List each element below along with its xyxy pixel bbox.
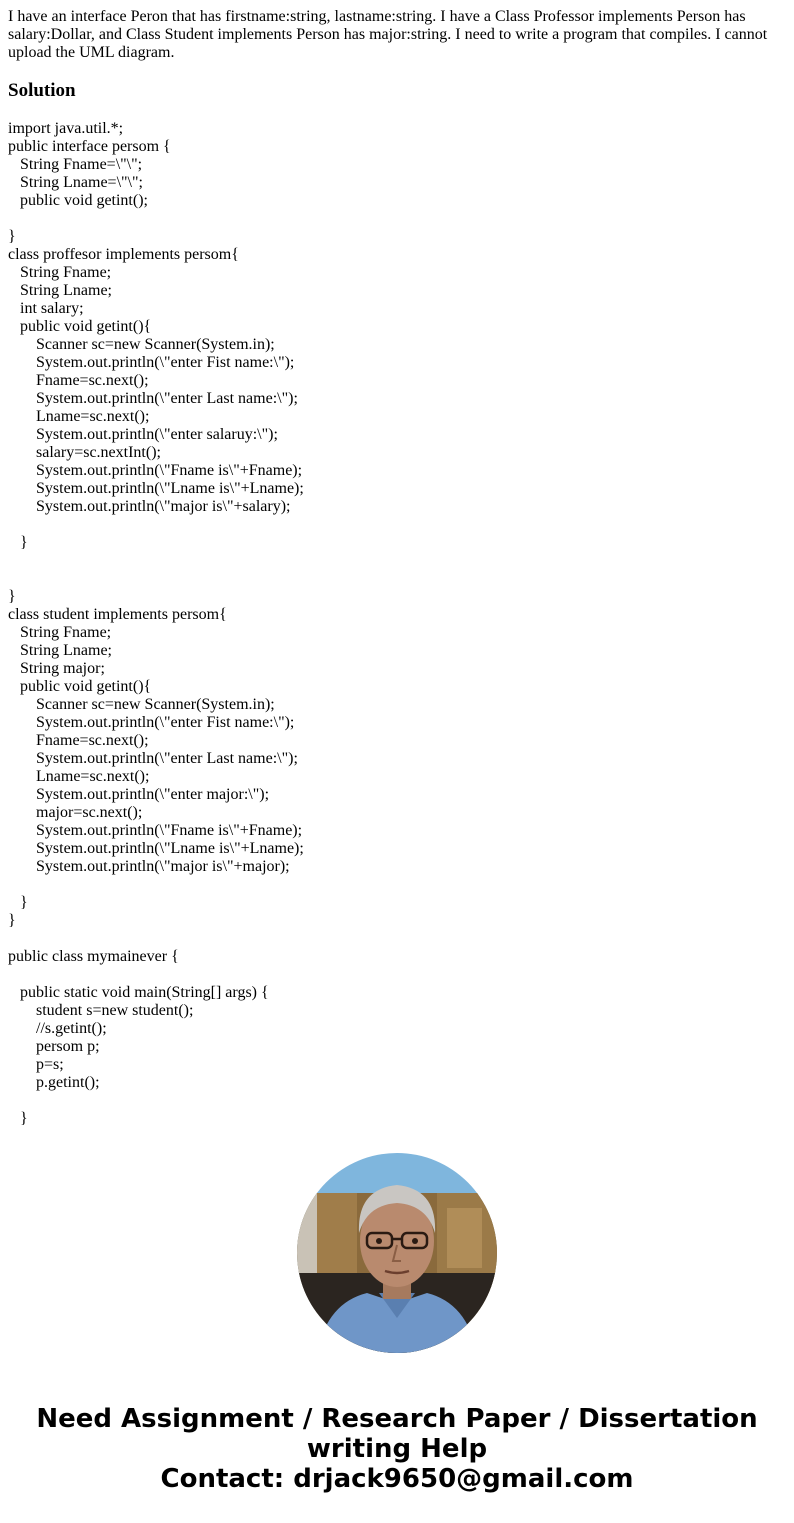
code-line: System.out.println(\"major is\"+major); — [8, 858, 290, 875]
code-line: System.out.println(\"Lname is\"+Lname); — [8, 480, 304, 497]
code-line — [8, 966, 304, 984]
code-line: } — [8, 894, 28, 911]
code-line — [8, 570, 304, 588]
code-line: public void getint(){ — [8, 678, 152, 695]
code-line: //s.getint(); — [8, 1020, 107, 1037]
code-line: public void getint(){ — [8, 318, 152, 335]
code-line: int salary; — [8, 300, 84, 317]
code-line: String Lname; — [8, 642, 112, 659]
code-line: major=sc.next(); — [8, 804, 143, 821]
code-line: } — [8, 228, 16, 245]
code-line: System.out.println(\"Fname is\"+Fname); — [8, 822, 303, 839]
code-line: class student implements persom{ — [8, 606, 227, 623]
code-line: Fname=sc.next(); — [8, 732, 149, 749]
code-line: Lname=sc.next(); — [8, 408, 150, 425]
promo-contact: Contact: drjack9650@gmail.com — [160, 1464, 634, 1494]
code-line: } — [8, 912, 16, 929]
code-line: System.out.println(\"enter Last name:\"); — [8, 750, 298, 767]
code-line: String Fname; — [8, 624, 112, 641]
code-line — [8, 552, 304, 570]
code-line: } — [8, 534, 28, 551]
code-block — [8, 120, 304, 1128]
code-line — [8, 1092, 304, 1110]
code-line: import java.util.*; — [8, 120, 124, 137]
code-line: Lname=sc.next(); — [8, 768, 150, 785]
code-line: persom p; — [8, 1038, 100, 1055]
code-line: salary=sc.nextInt(); — [8, 444, 161, 461]
code-line: public class mymainever { — [8, 948, 179, 965]
code-line: } — [8, 588, 16, 605]
code-line: System.out.println(\"enter Fist name:\"); — [8, 354, 295, 371]
author-avatar — [297, 1153, 497, 1353]
code-line: } — [8, 1110, 28, 1127]
code-line — [8, 876, 304, 894]
code-line: String Lname=\"\"; — [8, 174, 143, 191]
code-line: Scanner sc=new Scanner(System.in); — [8, 696, 275, 713]
solution-heading: Solution — [8, 80, 76, 101]
code-line: p.getint(); — [8, 1074, 100, 1091]
code-line: String major; — [8, 660, 105, 677]
code-line: String Fname; — [8, 264, 112, 281]
code-line: p=s; — [8, 1056, 64, 1073]
code-line: public void getint(); — [8, 192, 148, 209]
code-line: System.out.println(\"enter salaruy:\"); — [8, 426, 278, 443]
code-line — [8, 210, 304, 228]
question-text: I have an interface Peron that has firstname:string, lastname:string. I have a Class Professor implements Person has salary:Dollar, and Class Student implements Person has major:string. I need to write a program that compiles. I cannot upload the UML diagram. — [8, 8, 768, 61]
promo-line-2: writing Help — [306, 1434, 488, 1464]
author-avatar-photo — [297, 1153, 497, 1353]
code-line: System.out.println(\"enter Fist name:\"); — [8, 714, 295, 731]
code-line: System.out.println(\"major is\"+salary); — [8, 498, 291, 515]
code-line: Fname=sc.next(); — [8, 372, 149, 389]
code-line — [8, 930, 304, 948]
code-line: student s=new student(); — [8, 1002, 194, 1019]
code-line: public static void main(String[] args) { — [8, 984, 269, 1001]
code-line: class proffesor implements persom{ — [8, 246, 239, 263]
code-line: System.out.println(\"Fname is\"+Fname); — [8, 462, 303, 479]
code-line: public interface persom { — [8, 138, 171, 155]
promo-banner — [0, 1404, 794, 1494]
promo-line-1: Need Assignment / Research Paper / Dissertation — [36, 1404, 758, 1434]
code-line: Scanner sc=new Scanner(System.in); — [8, 336, 275, 353]
code-line: String Lname; — [8, 282, 112, 299]
code-line: String Fname=\"\"; — [8, 156, 143, 173]
code-line: System.out.println(\"enter major:\"); — [8, 786, 270, 803]
code-line: System.out.println(\"enter Last name:\"); — [8, 390, 298, 407]
code-line: System.out.println(\"Lname is\"+Lname); — [8, 840, 304, 857]
code-line — [8, 516, 304, 534]
